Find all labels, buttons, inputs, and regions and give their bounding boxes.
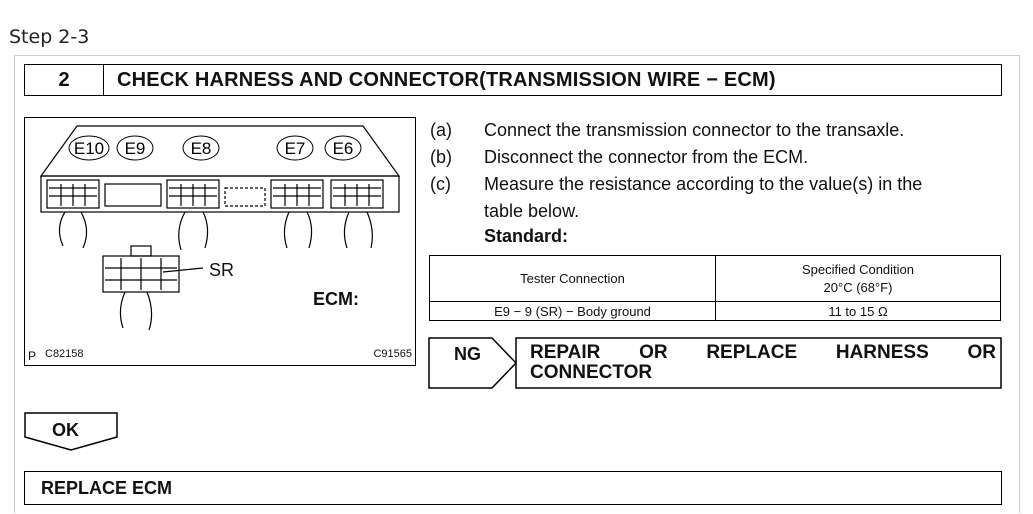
- ecm-label: ECM:: [313, 289, 359, 309]
- connector-label-e9: E9: [124, 139, 146, 158]
- connector-label-e10: E10: [73, 139, 105, 158]
- ng-label: NG: [454, 344, 481, 364]
- step-label: Step 2-3: [9, 26, 90, 48]
- cell-connection: E9 − 9 (SR) − Body ground: [430, 302, 716, 321]
- figure-code-right: C91565: [373, 348, 412, 360]
- check-title: CHECK HARNESS AND CONNECTOR(TRANSMISSION WIRE − ECM): [117, 68, 776, 91]
- table-row: [430, 302, 1001, 321]
- header-specified-condition: [716, 256, 1001, 302]
- ng-action-word: HARNESS: [835, 342, 929, 363]
- ecm-connector-diagram: [24, 117, 416, 366]
- header-tester-connection: Tester Connection: [430, 256, 716, 302]
- spec-table-header: [430, 256, 1001, 302]
- check-header: [24, 64, 1002, 96]
- spec-table: [429, 255, 1001, 321]
- ok-label: OK: [52, 420, 79, 440]
- final-action-text: REPLACE ECM: [41, 478, 173, 498]
- ecm-label-recess: [105, 184, 161, 206]
- ng-action-word: REPAIR: [530, 342, 601, 363]
- instruction-marker: (a): [430, 120, 452, 140]
- instruction-marker: (c): [430, 174, 451, 194]
- instruction-marker: (b): [430, 147, 452, 167]
- wire-harness: [120, 292, 151, 330]
- standard-label: Standard:: [484, 226, 569, 246]
- ng-action-word: OR: [639, 342, 668, 363]
- cell-condition: 11 to 15 Ω: [716, 302, 1001, 321]
- header-condition-line2: 20°C (68°F): [823, 280, 893, 295]
- ecm-connector-port: [331, 180, 383, 208]
- wire-harness: [284, 212, 311, 248]
- wire-harness: [179, 212, 208, 250]
- figure-code-prefix: P: [28, 349, 37, 363]
- connector-label-e7: E7: [284, 139, 306, 158]
- instruction-text: Disconnect the connector from the ECM.: [484, 147, 809, 167]
- connector-label-e8: E8: [190, 139, 212, 158]
- ecm-connector-port: [167, 180, 219, 208]
- wire-harness: [344, 212, 372, 248]
- connector-label-e6: E6: [332, 139, 354, 158]
- instruction-text: Measure the resistance according to the value(s) in the: [484, 174, 923, 194]
- instruction-text: table below.: [484, 201, 580, 221]
- ecm-empty-slot: [225, 188, 265, 206]
- ecm-connector-port: [271, 180, 323, 208]
- ok-result-box: [24, 412, 119, 457]
- ng-action: [530, 343, 996, 383]
- ecm-connector-port: [47, 180, 99, 208]
- ecm-illustration: [25, 118, 415, 365]
- header-condition-line1: Specified Condition: [801, 262, 915, 277]
- figure-code-left: C82158: [45, 348, 84, 360]
- instruction-text: Connect the transmission connector to the transaxle.: [484, 120, 905, 140]
- ng-action-word: REPLACE: [706, 342, 798, 363]
- ng-action-line2: CONNECTOR: [530, 362, 653, 383]
- wire-harness: [59, 212, 86, 248]
- step-number: 2: [25, 65, 104, 95]
- ng-result-box: [428, 337, 1002, 389]
- transmission-connector: [103, 246, 179, 292]
- ng-action-word: OR: [967, 342, 996, 363]
- sr-label: SR: [209, 260, 235, 280]
- final-action-box: [24, 471, 1002, 505]
- sr-leader-line: [163, 268, 203, 272]
